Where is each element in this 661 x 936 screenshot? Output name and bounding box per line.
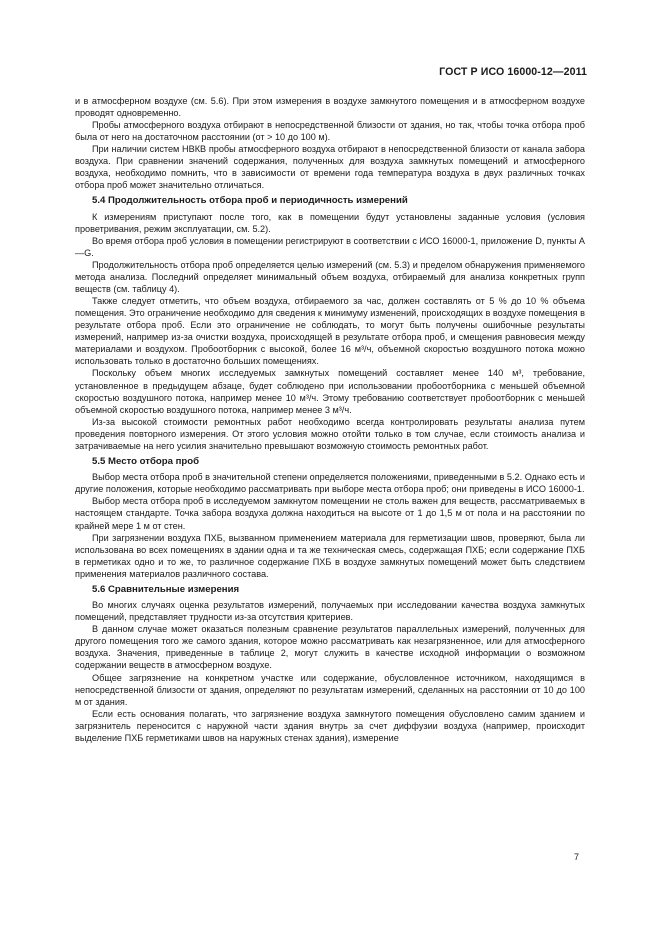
document-body bbox=[75, 95, 585, 744]
section-heading: 5.5 Место отбора проб bbox=[92, 455, 200, 467]
paragraph: Выбор места отбора проб в исследуемом замкнутом помещении не столь важен для веществ, рассматриваемых в настоящем стандарте. Точка забора воздуха должна находиться на высоте от 1 до 1,5 м от пола и на расстоянии по крайней мере 1 м от стен. bbox=[75, 496, 585, 531]
paragraph: Из-за высокой стоимости ремонтных работ необходимо всегда контролировать результаты анализа путем проведения повторного измерения. От этого условия можно отойти только в том случае, если стоимость анализа и затрачиваемые на него усилия значительно превышают возможную стоимость ремонтных работ. bbox=[75, 416, 585, 451]
paragraph: Также следует отметить, что объем воздуха, отбираемого за час, должен составлять от 5 % до 10 % объема помещения. Это ограничение необходимо для сведения к минимуму изменений, происходящих в воздухе помещения в результате отбора проб. Если это ограничение не соблюдать, то могут быть получены ошибочные результаты измерений, например из-за очистки воздуха, происходящей в результате отбора проб, и смещения равновесия между материалами и воздухом. Пробоотборник с высокой, более 16 м³/ч, объемной скоростью воздушного потока можно использовать только в достаточно больших помещениях. bbox=[75, 296, 585, 367]
paragraph: Во многих случаях оценка результатов измерений, получаемых при исследовании качества воздуха замкнутых помещений, представляет трудности из-за отсутствия критериев. bbox=[75, 600, 585, 623]
paragraph: В данном случае может оказаться полезным сравнение результатов параллельных измерений, полученных для другого помещения того же самого здания, которое можно рассматривать как незагрязненное, или для атмосферного воздуха. Значения, приведенные в таблице 2, могут служить в качестве исходной информации о возможном содержании веществ в атмосферном воздухе. bbox=[75, 624, 585, 671]
section-heading: 5.6 Сравнительные измерения bbox=[92, 583, 240, 595]
paragraph: Общее загрязнение на конкретном участке или содержание, обусловленное источником, находящимся в непосредственной близости от здания, определяют по результатам измерений, сделанных на расстоянии от 10 до 100 м от здания. bbox=[75, 672, 585, 707]
paragraph: Продолжительность отбора проб определяется целью измерений (см. 5.3) и пределом обнаружения применяемого метода анализа. Последний определяет минимальный объем воздуха, отбираемый для анализа конкретных групп веществ (см. таблицу 4). bbox=[75, 260, 585, 295]
document-header: ГОСТ Р ИСО 16000-12—2011 bbox=[439, 66, 587, 78]
paragraph: Поскольку объем многих исследуемых замкнутых помещений составляет менее 140 м³, требование, установленное в предыдущем абзаце, будет соблюдено при использовании пробоотборника с меньшей объемной скоростью воздушного потока, например менее 10 м³/ч. Этому требованию соответствует пробоотборник с меньшей объемной скоростью воздушного потока, например менее 3 м³/ч. bbox=[75, 368, 585, 415]
paragraph: Если есть основания полагать, что загрязнение воздуха замкнутого помещения обусловлено самим зданием и загрязнитель переносится с наружной части здания внутрь за счет диффузии воздуха (например, происходит выделение ПХБ герметиками швов на наружных стенах здания), измерение bbox=[75, 708, 585, 743]
section-heading: 5.4 Продолжительность отбора проб и периодичность измерений bbox=[92, 195, 408, 207]
page-number: 7 bbox=[573, 852, 579, 862]
paragraph: Пробы атмосферного воздуха отбирают в непосредственной близости от здания, но так, чтобы точка отбора проб была от него на достаточном расстоянии (от > 10 до 100 м). bbox=[75, 120, 585, 143]
paragraph: К измерениям приступают после того, как в помещении будут установлены заданные условия (условия проветривания, режим эксплуатации, см. 5.2). bbox=[75, 211, 585, 234]
paragraph: Выбор места отбора проб в значительной степени определяется положениями, приведенными в 5.2. Однако есть и другие положения, которые необходимо рассматривать при выборе места отбора проб; они приведены в ИСО 16000-1. bbox=[75, 472, 585, 495]
paragraph: При загрязнении воздуха ПХБ, вызванном применением материала для герметизации швов, проверяют, была ли использована во всех помещениях в здании одна и та же техническая смесь, содержащая ПХБ; если содержание ПХБ в герметиках одно и то же, то различное содержание ПХБ в воздухе замкнутых помещений может быть следствием применения материалов различного состава. bbox=[75, 532, 585, 579]
paragraph: Во время отбора проб условия в помещении регистрируют в соответствии с ИСО 16000-1, приложение D, пункты А—G. bbox=[75, 235, 585, 259]
paragraph: При наличии систем НВКВ пробы атмосферного воздуха отбирают в непосредственной близости от канала забора воздуха. При сравнении значений содержания, полученных для воздуха замкнутых помещений и атмосферного воздуха, необходимо помнить, что в зависимости от времени года температура воздуха в двух различных точках отбора проб может значительно отличаться. bbox=[75, 144, 585, 191]
paragraph: и в атмосферном воздухе (см. 5.6). При этом измерения в воздухе замкнутого помещения и в атмосферном воздухе проводят одновременно. bbox=[75, 96, 585, 119]
